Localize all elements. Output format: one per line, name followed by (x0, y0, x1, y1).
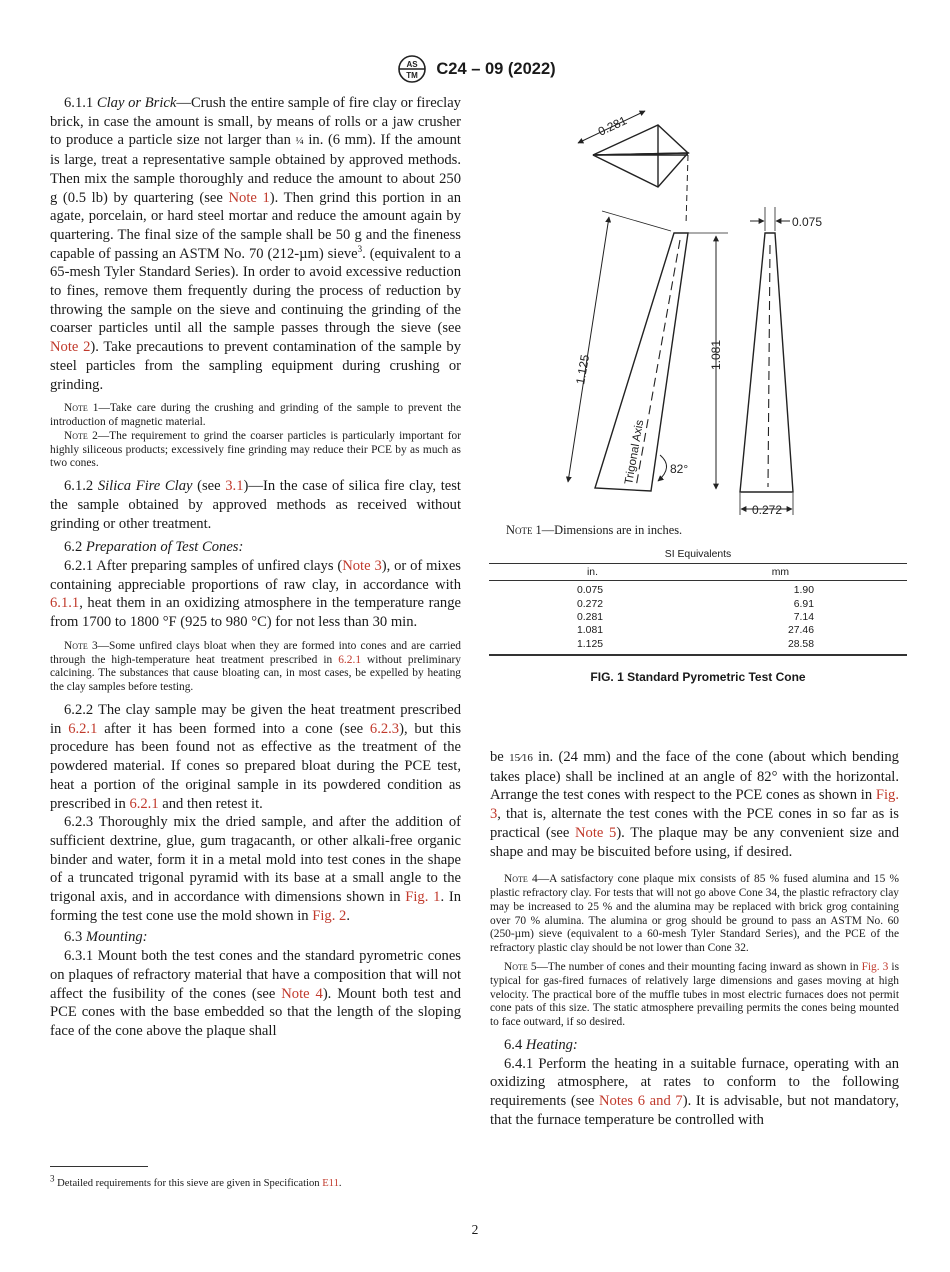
note-label: Note (504, 873, 528, 886)
text: be (490, 749, 510, 765)
section-title: Silica Fire Clay (97, 478, 193, 495)
note-1 (50, 402, 461, 430)
note-3 (50, 640, 461, 695)
cone-figure (488, 95, 908, 515)
paragraph-6-4-1 (490, 1055, 899, 1130)
text: ), or of mixes containing appreciable proportions of raw clay, in accordance with (50, 558, 461, 593)
section-number: 6.3 (64, 929, 83, 946)
svg-text:TM: TM (406, 71, 419, 80)
section-title: Mounting: (85, 929, 148, 946)
standard-designation: C24 – 09 (2022) (436, 59, 556, 78)
cell-in: 0.272 (577, 598, 604, 610)
section-title: Preparation of Test Cones: (85, 539, 244, 556)
text: . (346, 907, 350, 924)
heading-6-3 (50, 928, 461, 947)
text: ), but this procedure has been found not as effective as the treatment of the powdered material. If cones so prepared bloat during the PCE test, heat a portion of the original sample in its powdered condition as prescribed in (50, 720, 461, 812)
cell-mm: 28.58 (680, 638, 907, 655)
cell-mm: 7.14 (793, 611, 814, 623)
page-header (0, 54, 950, 84)
cell-in: 0.281 (577, 611, 604, 623)
footnote (50, 1173, 470, 1189)
paragraph-6-3-1 (50, 947, 461, 1041)
heading-6-4 (490, 1036, 899, 1055)
section-number: 6.4 (504, 1036, 523, 1053)
paragraph-6-2-2 (50, 701, 461, 813)
footnote-text: Detailed requirements for this sieve are given in Specification (54, 1178, 323, 1189)
text: (see (192, 478, 226, 495)
note-4-link[interactable]: Note 4 (281, 985, 323, 1002)
cell-mm: 1.90 (793, 585, 814, 597)
section-6-2-1-link[interactable]: 6.2.1 (68, 720, 98, 737)
text: and then retest it. (158, 795, 263, 812)
cone-side-view-left (595, 233, 688, 491)
note-text: without preliminary calcining. The substances that cause bloating can, in most cases, be expelled by heating the clay samples before testing. (50, 653, 462, 694)
dim-0272-label: 0.272 (752, 503, 783, 515)
note-text: 1—Take care during the crushing and grinding of the sample to prevent the introduction of magnetic material. (50, 402, 461, 429)
footnote-marker: 3 (50, 1173, 55, 1184)
text: , heat them in an oxidizing atmosphere in the temperature range from 1700 to 1800 °F (925 to 980 °C) for not less than 30 min. (50, 595, 461, 631)
section-number: 6.1.2 (64, 478, 94, 495)
text: ). Mount both test and PCE cones with the base embedded so that the length of the sloping face of the cone above the plaque shall (50, 985, 461, 1039)
column-header-in: in. (489, 564, 680, 581)
text: ). Then grind this portion in an agate, porcelain, or hard steel mortar and reduce the amount again by quartering. The final size of the sample shall be 50 g and the fineness capable of passing an ASTM No. 70 (212-µm) sieve (50, 189, 462, 262)
section-number: 6.1.1 (64, 95, 94, 111)
astm-logo-icon (394, 54, 430, 84)
footnote-rule (50, 1166, 148, 1167)
section-3-1-link[interactable]: 3.1 (225, 478, 244, 495)
cell-in: 0.075 (577, 585, 604, 597)
note-2 (50, 430, 461, 471)
paragraph-6-1-1 (50, 94, 461, 394)
note-text: is typical for gas-fired furnaces of relatively large dimensions and gases moving at high velocity. The practical bore of the muffle tubes in most electric furnaces does not permit cone pats of this size. The static atmosphere prevailing permits the cones being mounted to face outward, if so desired. (490, 961, 900, 1029)
fig-1-link[interactable]: Fig. 1 (405, 889, 441, 906)
note-4 (490, 873, 899, 956)
table-row (489, 638, 907, 655)
text: ). Take precautions to prevent contamination of the sample by steel particles from the sampling equipment during crushing or grinding. (50, 339, 461, 393)
note-label: Note (64, 429, 88, 442)
fig-3-link[interactable]: Fig. 3 (490, 787, 899, 823)
svg-text:AS: AS (406, 60, 418, 69)
section-6-2-3-link[interactable]: 6.2.3 (369, 720, 400, 737)
note-text: 2—The requirement to grind the coarser particles is particularly important for highly siliceous products; excessively fine grinding may reduce their PCE by as much as two cones. (50, 429, 461, 470)
figure-note (506, 523, 682, 538)
paragraph-6-2-3 (50, 813, 461, 925)
text: 6.4.1 Perform the heating in a suitable furnace, operating with an oxidizing atmosphere, at rates to conform to the following requirements (see (490, 1055, 899, 1110)
text: in. (6 mm). If the amount is large, treat a representative sample obtained by approved methods. Then mix the sample thoroughly and reduce the amount to about 250 g (0.5 lb) by quartering (see (50, 132, 461, 206)
footnote-ref[interactable]: 3 (357, 243, 363, 254)
paragraph-continued (490, 748, 899, 861)
text: 6.2.1 After preparing samples of unfired clays ( (64, 558, 343, 575)
table-row (489, 581, 907, 598)
note-5 (490, 961, 899, 1030)
angle-82-label: 82° (670, 462, 689, 476)
text: ). The plaque may be any convenient size and shape and may be biscuited before using, if desired. (490, 824, 899, 860)
e11-link[interactable]: E11 (322, 1178, 339, 1189)
text: . (equivalent to a 65-mesh Tyler Standard Series). In order to avoid excessive reduction to fines, remove them frequently during the process of reduction by throwing the sample on the sieve and continuing the grinding of the coarser particles until all the sample passes through the sieve (see (50, 245, 461, 337)
note-text: 5—The number of cones and their mounting facing inward as shown in (527, 961, 862, 973)
notes-6-7-link[interactable]: Notes 6 and 7 (599, 1093, 683, 1110)
right-column (490, 748, 899, 1130)
figure-caption: FIG. 1 Standard Pyrometric Test Cone (590, 670, 806, 684)
paragraph-6-2-1 (50, 557, 461, 632)
note-label: Note (506, 523, 533, 537)
note-label: Note (504, 961, 528, 973)
section-6-2-1-link[interactable]: 6.2.1 (338, 653, 362, 666)
heading-6-2 (50, 538, 461, 557)
text: after it has been formed into a cone (see (97, 720, 370, 737)
left-column (50, 94, 461, 1041)
note-text: 1—Dimensions are in inches. (532, 523, 683, 537)
fig-2-link[interactable]: Fig. 2 (312, 907, 347, 924)
section-number: 6.2 (64, 539, 83, 556)
note-2-link[interactable]: Note 2 (50, 339, 91, 356)
text: 6.2.2 The clay sample may be given the heat treatment prescribed in (50, 702, 461, 737)
dim-0281-label: 0.281 (595, 113, 629, 139)
text: . In forming the test cone use the mold shown in (50, 889, 461, 924)
fraction: 15⁄16 (509, 752, 533, 764)
section-6-2-1-link[interactable]: 6.2.1 (129, 795, 159, 812)
note-text: 3—Some unfired clays bloat when they are formed into cones and are carried through the high-temperature heat treatment prescribed in (50, 639, 461, 666)
fig-3-link[interactable]: Fig. 3 (861, 961, 889, 973)
text: 6.2.3 Thoroughly mix the dried sample, and after the addition of sufficient dextrine, glue, gum tragacanth, or other alkali-free organic binder and water, form it in a metal mold into test cones in the shape of a truncated trigonal pyramid with its base at a small angle to the trigonal axis, and in accordance with dimensions shown in (50, 814, 461, 906)
text: )—In the case of silica fire clay, test the sample obtained by approved methods as received without grinding or other treatment. (50, 478, 461, 532)
cell-mm: 27.46 (787, 625, 814, 637)
note-3-link[interactable]: Note 3 (342, 558, 382, 575)
section-6-1-1-link[interactable]: 6.1.1 (50, 595, 80, 612)
cell-mm: 6.91 (793, 598, 814, 610)
note-5-link[interactable]: Note 5 (575, 824, 617, 841)
table-row (489, 597, 907, 610)
text: 6.3.1 Mount both the test cones and the standard pyrometric cones on plaques of refractory material that have a composition that will not affect the fusibility of the cones (see (50, 948, 461, 1002)
table-title: SI Equivalents (489, 545, 907, 564)
dim-1125-label: 1.125 (573, 353, 593, 386)
note-label: Note (64, 402, 88, 415)
fraction: ¼ (295, 135, 304, 148)
footnote-text: . (338, 1178, 342, 1189)
note-text: 4—A satisfactory cone plaque mix consists of 85 % fused alumina and 15 % plastic refractory clay. For tests that will not go above Cone 34, the plastic refractory clay may be increased to 25 % and the alumina may be replaced with brick grog containing over 70 % alumina. The alumina or grog should be ground to pass an ASTM No. 60 (250-µm) sieve (equivalent to a 60-mesh Tyler Standard Series), and the PCE of the refractory plastic clay should be not lower than Cone 32. (490, 873, 899, 955)
cell-in: 1.125 (489, 638, 680, 655)
note-1-link[interactable]: Note 1 (228, 189, 270, 206)
cone-front-view-right (740, 233, 793, 492)
dim-0075-label: 0.075 (792, 215, 823, 229)
text: , that is, alternate the test cones with the PCE cones in so far as is practical (see (490, 806, 899, 841)
text: —Crush the entire sample of fire clay or fireclay brick, in case the amount is small, by means of rolls or a jaw crusher to produce a particle size not larger than (50, 95, 461, 149)
paragraph-6-1-2 (50, 477, 461, 533)
dim-1081-label: 1.081 (709, 339, 723, 370)
cell-in: 1.081 (577, 625, 604, 637)
column-header-mm: mm (680, 564, 907, 581)
page-number: 2 (471, 1222, 479, 1237)
trigonal-axis-label: Trigonal Axis (623, 419, 647, 486)
text: in. (24 mm) and the face of the cone (about which bending takes place) shall be inclined at an angle of 82° with the horizontal. Arrange the test cones with respect to the PCE cones as shown in (490, 749, 899, 804)
section-title: Clay or Brick (96, 95, 177, 111)
table-row (489, 611, 907, 624)
si-equivalents-table (489, 545, 907, 656)
table-row (489, 624, 907, 637)
section-title: Heating: (525, 1036, 578, 1053)
text: ). It is advisable, but not mandatory, that the furnace temperature be controlled with (490, 1093, 899, 1128)
note-label: Note (64, 639, 88, 652)
